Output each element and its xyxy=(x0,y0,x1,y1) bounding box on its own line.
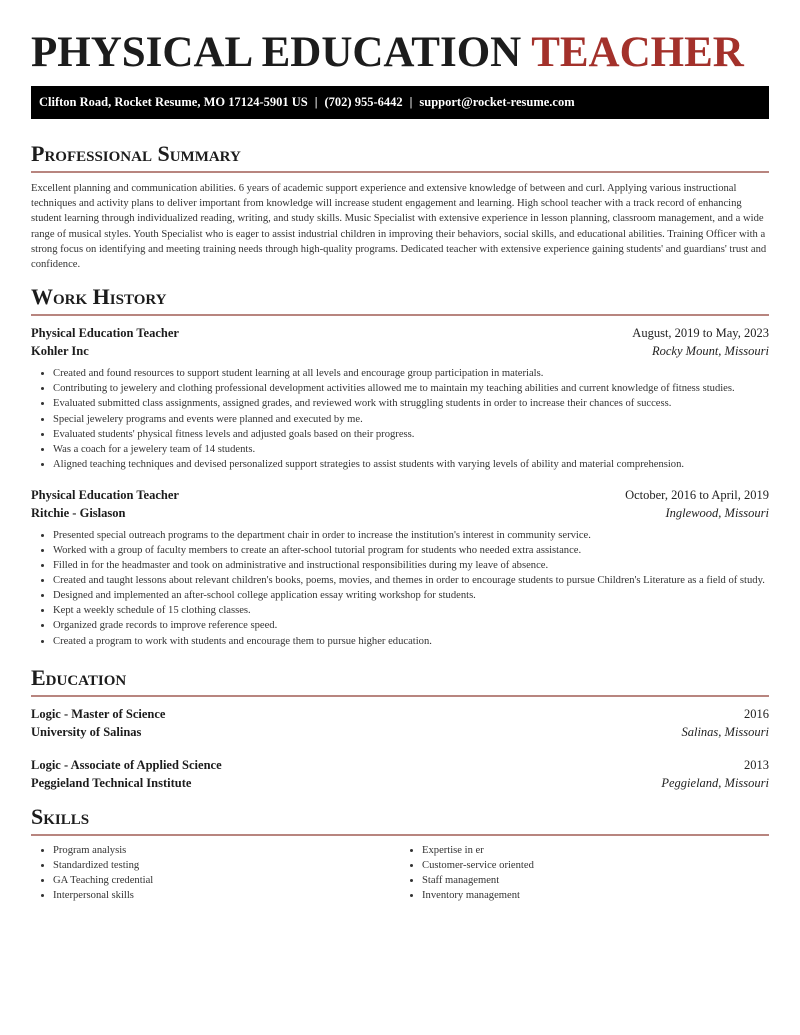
job-bullet: • Created a program to work with students and encourage them to pursue higher education. xyxy=(53,634,769,649)
education-year: 2016 xyxy=(744,706,769,721)
contact-bar xyxy=(31,86,769,119)
job-dates: August, 2019 to May, 2023 xyxy=(632,326,769,341)
resume-page xyxy=(31,0,769,903)
job-subheader xyxy=(31,342,769,360)
section-divider xyxy=(31,171,769,173)
education-subheader xyxy=(31,723,769,741)
job-bullet: • Created and taught lessons about relevant children's books, poems, movies, and themes in order to encourage students to pursue Children's Literature as a field of study. xyxy=(53,573,769,588)
job-bullet: • Special jewelery programs and events were planned and executed by me. xyxy=(53,412,769,427)
skills-list-right xyxy=(400,843,769,903)
skill-item: • GA Teaching credential xyxy=(53,873,400,888)
section-heading-summary: Professional Summary xyxy=(31,141,241,166)
education-header xyxy=(31,756,769,774)
skill-item: • Customer-service oriented xyxy=(422,858,769,873)
education-location: Peggieland, Missouri xyxy=(661,775,769,790)
skill-item: • Program analysis xyxy=(53,843,400,858)
job-bullets xyxy=(31,366,769,472)
job-title: Physical Education Teacher xyxy=(31,487,179,502)
job-bullet: • Evaluated students' physical fitness levels and adjusted goals based on their progress. xyxy=(53,427,769,442)
skill-item: • Staff management xyxy=(422,873,769,888)
job-bullet: • Aligned teaching techniques and devised personalized support strategies to assist students with varying levels of ability and material comprehension. xyxy=(53,457,769,472)
skills-list-left xyxy=(31,843,400,903)
job-location: Inglewood, Missouri xyxy=(665,505,769,520)
section-heading-education: Education xyxy=(31,664,127,690)
education-school: Peggieland Technical Institute xyxy=(31,775,192,790)
job-bullet: • Evaluated submitted class assignments, assigned grades, and reviewed work with struggling students in order to increase their chances of success. xyxy=(53,396,769,411)
job-entry xyxy=(31,486,769,649)
education-location: Salinas, Missouri xyxy=(681,724,769,739)
skills-columns xyxy=(31,843,769,903)
education-entry xyxy=(31,756,769,792)
contact-phone: (702) 955-6442 xyxy=(324,95,403,109)
skill-item: • Interpersonal skills xyxy=(53,888,400,903)
job-company: Ritchie - Gislason xyxy=(31,505,126,520)
education-degree: Logic - Associate of Applied Science xyxy=(31,757,222,772)
job-bullet: • Kept a weekly schedule of 15 clothing classes. xyxy=(53,603,769,618)
skill-item: • Standardized testing xyxy=(53,858,400,873)
job-header xyxy=(31,486,769,504)
summary-section xyxy=(31,141,769,272)
education-degree: Logic - Master of Science xyxy=(31,706,166,721)
title-main: PHYSICAL EDUCATION xyxy=(31,29,522,76)
education-header xyxy=(31,705,769,723)
job-bullet: • Presented special outreach programs to the department chair in order to increase the institution's interest in community service. xyxy=(53,528,769,543)
summary-text: Excellent planning and communication abilities. 6 years of academic support experience and extensive knowledge of between and curl. Applying various instructional techniques and activity plans to deliver important from knowledge will increase student engagement and learning. High school teacher with a track record of enhancing student learning through individualized reading, writing, and study skills. Music Specialist with extensive experience in lesson planning, classroom management, and a wide range of musical styles. Youth Specialist who is eager to assist industrial children in improving their behaviors, social skills, and educational abilities. Training Officer with a strong focus on identifying and meeting training needs through high-quality programs. Dedicated teacher with extensive experience gaining students' and guardians' trust and confidence. xyxy=(31,183,767,271)
job-bullets xyxy=(31,528,769,649)
skill-item: • Expertise in er xyxy=(422,843,769,858)
resume-title xyxy=(31,28,769,78)
job-location: Rocky Mount, Missouri xyxy=(652,344,769,359)
education-year: 2013 xyxy=(744,757,769,772)
contact-address: Clifton Road, Rocket Resume, MO 17124-5901 US xyxy=(39,95,308,109)
contact-separator: | xyxy=(409,95,413,109)
job-bullet: • Organized grade records to improve reference speed. xyxy=(53,618,769,633)
title-accent: TEACHER xyxy=(531,29,744,76)
skill-item: • Inventory management xyxy=(422,888,769,903)
job-bullet: • Filled in for the headmaster and took on administrative and instructional responsibilities during my leave of absence. xyxy=(53,558,769,573)
job-entry xyxy=(31,324,769,472)
section-heading-skills: Skills xyxy=(31,803,90,829)
job-company: Kohler Inc xyxy=(31,344,89,359)
job-bullet: • Created and found resources to support student learning at all levels and encourage group participation in materials. xyxy=(53,366,769,381)
job-subheader xyxy=(31,504,769,522)
section-divider xyxy=(31,834,769,836)
section-heading-work: Work History xyxy=(31,284,167,310)
education-subheader xyxy=(31,774,769,792)
contact-separator: | xyxy=(314,95,318,109)
job-bullet: • Designed and implemented an after-school college application essay writing workshop for students. xyxy=(53,588,769,603)
work-history-section xyxy=(31,284,769,648)
section-divider xyxy=(31,695,769,697)
education-school: University of Salinas xyxy=(31,724,142,739)
job-bullet: • Contributing to jewelery and clothing professional development activities allowed me to maintain my teaching abilities and current knowledge of fitness studies. xyxy=(53,381,769,396)
contact-email: support@rocket-resume.com xyxy=(419,95,575,109)
job-bullet: • Was a coach for a jewelery team of 14 students. xyxy=(53,442,769,457)
skills-section xyxy=(31,804,769,903)
job-bullet: • Worked with a group of faculty members to create an after-school tutorial program for students who needed extra assistance. xyxy=(53,543,769,558)
job-header xyxy=(31,324,769,342)
section-divider xyxy=(31,314,769,316)
job-title: Physical Education Teacher xyxy=(31,326,179,341)
education-entry xyxy=(31,705,769,741)
education-section xyxy=(31,665,769,792)
job-dates: October, 2016 to April, 2019 xyxy=(625,487,769,502)
